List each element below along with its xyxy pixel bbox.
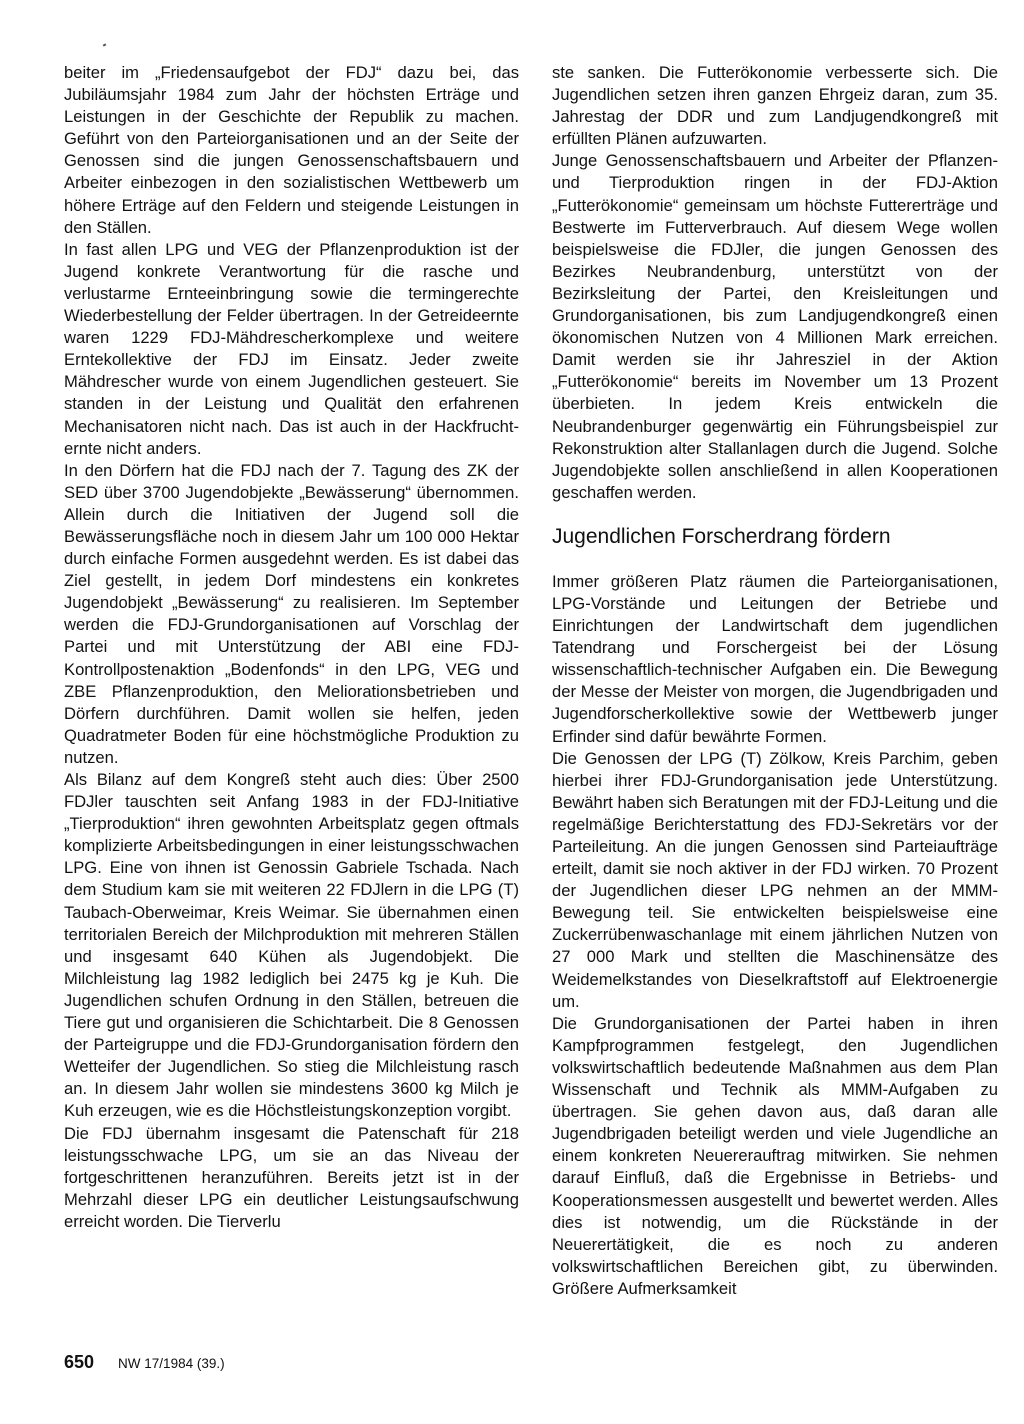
paragraph: Junge Genossenschaftsbauern und Arbeiter der Pflanzen- und Tierproduktion ringen in der FDJ-Aktion „Futterökonomie“ gemeinsam um höchste Futtererträge und Bestwerte im Futterverbrauch. Auf diesem Wege wollen beispielsweise die FDJler, die jungen Genossen des Bezirkes Neubrandenburg, unterstützt von der Bezirksleitung der Partei, den Kreisleitungen und Grundorganisationen, bis zum Landjugendkongreß einen ökonomischen Nutzen von 4 Millionen Mark erreichen. Damit werden sie ihr Jahresziel in der Aktion „Futterökonomie“ bereits im November um 13 Prozent überbieten. In jedem Kreis entwickeln die Neubrandenburger gegenwärtig ein Führungsbeispiel zur Rekonstruktion alter Stallanlagen durch die Jugend. Solche Jugendobjekte sollen anschließend in allen Kooperationen geschaffen werden. xyxy=(552,151,998,502)
paragraph: Die Genossen der LPG (T) Zölkow, Kreis Parchim, geben hierbei ihrer FDJ-Grundorganisation jede Unterstützung. Bewährt haben sich Beratungen mit der FDJ-Leitung und die regelmäßige Berichterstattung des FDJ-Sekretärs vor der Parteileitung. An die jungen Genossen sind Parteiaufträge erteilt, damit sie noch aktiver in der FDJ wirken. 70 Prozent der Jugendlichen dieser LPG nehmen an der MMM-Bewegung teil. Sie entwickelten beispielsweise eine Zuckerrübenwaschanlage mit einem jährlichen Nutzen von 27 000 Mark und stellten die Maschinensätze des Weidemelkstandes von Dieselkraftstoff auf Elektroenergie um. xyxy=(552,748,998,1011)
paragraph: In fast allen LPG und VEG der Pflanzenproduktion ist der Jugend konkrete Verantwortung für die rasche und verlustarme Ernteeinbringung sowie die termingerechte Wiederbestellung der Felder übertragen. In der Getreideernte waren 1229 FDJ-Mähdrescherkomplexe und weitere Erntekollektive der FDJ im Einsatz. Jeder zweite Mähdrescher wurde von einem Jugendlichen gesteuert. Sie standen in der Leistung und Qualität den erfahrenen Mechanisatoren nicht nach. Das ist auch in der Hackfruchternte nicht anders. xyxy=(64,239,519,458)
paragraph: In den Dörfern hat die FDJ nach der 7. Tagung des ZK der SED über 3700 Jugendobjekte „Bewässerung“ übernommen. Allein durch die Initiativen der Jugend soll die Bewässerungsfläche noch in diesem Jahr um 100 000 Hektar durch einfache Formen ausgedehnt werden. Es ist dabei das Ziel gestellt, in jedem Dorf mindestens ein konkretes Jugendobjekt „Bewässerung“ zu realisieren. Im September werden die FDJ-Grundorganisationen auf Vorschlag der Partei und mit Unterstützung der ABI eine FDJ-Kontrollpostenaktion „Bodenfonds“ in den LPG, VEG und ZBE Pflanzenproduktion, den Meliorationsbetrieben und Dörfern durchführen. Damit wollen sie helfen, jeden Quadratmeter Boden für eine höchstmögliche Produktion zu nutzen. xyxy=(64,460,519,767)
paragraph: Die Grundorganisationen der Partei haben in ihren Kampfprogrammen festgelegt, den Jugendlichen volkswirtschaftlich bedeutende Maßnahmen aus dem Plan Wissenschaft und Technik als MMM-Aufgaben zu übertragen. Sie gehen davon aus, daß daran alle Jugendbrigaden beteiligt werden und viele Jugendliche an einem konkreten Neuererauftrag mitwirken. Sie nehmen darauf Einfluß, daß die Ergebnisse in Betriebs- und Kooperationsmessen ausgestellt und bewertet werden. Alles dies ist notwendig, um die Rückstände in der Neuerertätigkeit, die es noch zu anderen volkswirtschaftlichen Bereichen gibt, zu überwinden. Größere Aufmerksamkeit xyxy=(552,1013,998,1298)
print-speck xyxy=(103,43,107,46)
section-heading: Jugendlichen Forscherdrang fördern xyxy=(552,524,891,548)
paragraph: Die FDJ übernahm insgesamt die Patenschaft für 218 leistungsschwache LPG, um sie an das Niveau der fortgeschrittenen heranzuführen. Bereits jetzt ist in der Mehrzahl dieser LPG ein deutlicher Leistungsaufschwung erreicht worden. Die Tierverlu xyxy=(64,1123,519,1231)
paragraph: beiter im „Friedensaufgebot der FDJ“ dazu bei, das Jubiläumsjahr 1984 zum Jahr der höchsten Erträge und Leistungen in der Geschichte der Republik zu machen. Geführt von den Parteiorganisationen und an der Seite der Genossen sind die jungen Genossenschaftsbauern und Arbeiter einbezogen in den sozialistischen Wettbewerb um höhere Erträge auf den Feldern und steigende Leistungen in den Ställen. xyxy=(64,63,519,237)
page-number: 650 xyxy=(64,1352,95,1372)
left-text-column xyxy=(64,62,519,1233)
page-footer xyxy=(64,1352,225,1376)
right-text-column xyxy=(552,62,998,1300)
issue-reference: NW 17/1984 (39.) xyxy=(118,1356,225,1371)
paragraph: ste sanken. Die Futterökonomie verbesserte sich. Die Jugendlichen setzen ihren ganzen Ehrgeiz daran, zum 35. Jahrestag der DDR und zum Landjugendkongreß mit erfüllten Plänen aufzuwarten. xyxy=(552,63,998,149)
paragraph: Als Bilanz auf dem Kongreß steht auch dies: Über 2500 FDJler tauschten seit Anfang 1983 in der FDJ-Initiative „Tierproduktion“ ihren gewohnten Arbeitsplatz gegen oftmals komplizierte Arbeitsbedingungen in einer leistungsschwachen LPG. Eine von ihnen ist Genossin Gabriele Tschada. Nach dem Studium kam sie mit weiteren 22 FDJlern in die LPG (T) Taubach-Oberweimar, Kreis Weimar. Sie übernahmen einen territorialen Bereich der Milchproduktion mit mehreren Ställen und insgesamt 640 Kühen als Jugendobjekt. Die Milchleistung lag 1982 lediglich bei 2475 kg je Kuh. Die Jugendlichen schufen Ordnung in den Ställen, betreuen die Tiere gut und organisieren die Schichtarbeit. Die 8 Genossen der Parteigruppe und die FDJ-Grundorganisation fördern den Wetteifer der Jugendlichen. So stieg die Milchleistung rasch an. In diesem Jahr wollen sie mindestens 3600 kg Milch je Kuh erzeugen, wie es die Höchstleistungskonzeption vorgibt. xyxy=(64,770,519,1121)
paragraph: Immer größeren Platz räumen die Parteiorganisationen, LPG-Vorstände und Leitungen der Betriebe und Einrichtungen der Landwirtschaft dem jugendlichen Tatendrang und Forschergeist bei der Lösung wissenschaftlich-technischer Aufgaben ein. Die Bewegung der Messe der Meister von morgen, die Jugendbrigaden und Jugendforscherkollektive sowie der Wettbewerb junger Erfinder sind dafür bewährte Formen. xyxy=(552,571,998,746)
